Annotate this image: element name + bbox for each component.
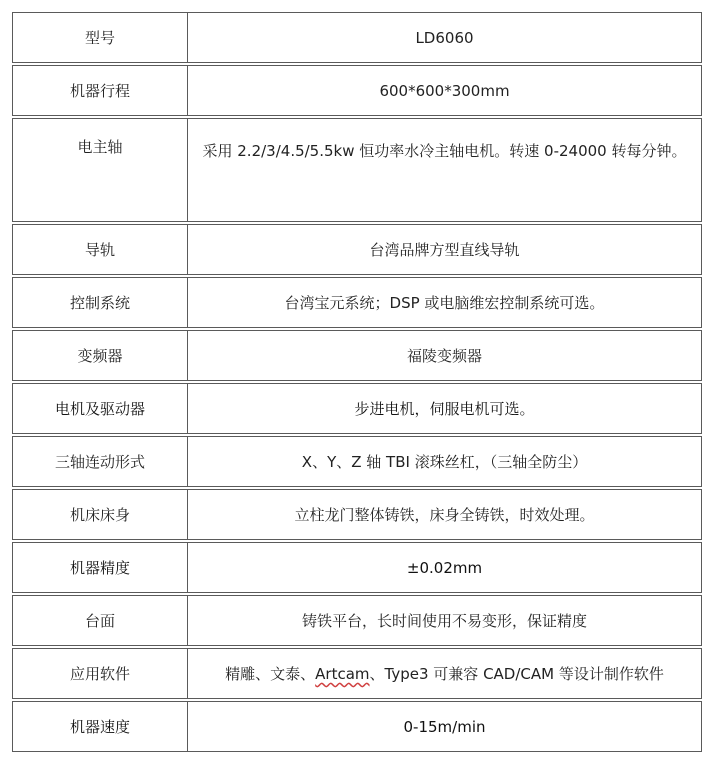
row-value: 步进电机，伺服电机可选。: [187, 383, 702, 434]
table-row: [12, 436, 702, 487]
table-row: [12, 65, 702, 116]
table-row: [12, 118, 702, 222]
table-row: [12, 330, 702, 381]
row-value: 铸铁平台，长时间使用不易变形，保证精度: [187, 595, 702, 646]
row-label: 台面: [12, 595, 187, 646]
table-row: [12, 701, 702, 752]
row-label: 电主轴: [12, 118, 187, 222]
row-label: 机器速度: [12, 701, 187, 752]
row-value: [187, 648, 702, 699]
row-value: 立柱龙门整体铸铁，床身全铸铁，时效处理。: [187, 489, 702, 540]
table-row: [12, 648, 702, 699]
table-row: [12, 277, 702, 328]
row-label: 型号: [12, 12, 187, 63]
table-row: [12, 12, 702, 63]
spec-table: [12, 10, 702, 754]
table-row: [12, 542, 702, 593]
row-value: 0-15m/min: [187, 701, 702, 752]
row-label: 机器精度: [12, 542, 187, 593]
row-label: 变频器: [12, 330, 187, 381]
row-value: 台湾宝元系统；DSP 或电脑维宏控制系统可选。: [187, 277, 702, 328]
value-text: 、Type3 可兼容 CAD/CAM 等设计制作软件: [369, 665, 664, 683]
value-text-spellcheck: Artcam: [315, 665, 370, 683]
row-label: 三轴连动形式: [12, 436, 187, 487]
row-label: 电机及驱动器: [12, 383, 187, 434]
row-value: ±0.02mm: [187, 542, 702, 593]
row-value: 福陵变频器: [187, 330, 702, 381]
row-value: X、Y、Z 轴 TBI 滚珠丝杠，（三轴全防尘）: [187, 436, 702, 487]
table-row: [12, 595, 702, 646]
row-label: 导轨: [12, 224, 187, 275]
table-row: [12, 489, 702, 540]
row-label: 机床床身: [12, 489, 187, 540]
row-value: LD6060: [187, 12, 702, 63]
row-value: 采用 2.2/3/4.5/5.5kw 恒功率水冷主轴电机。转速 0-24000 转每分钟。: [187, 118, 702, 222]
row-value: 600*600*300mm: [187, 65, 702, 116]
row-label: 应用软件: [12, 648, 187, 699]
table-row: [12, 224, 702, 275]
row-label: 机器行程: [12, 65, 187, 116]
table-row: [12, 383, 702, 434]
row-label: 控制系统: [12, 277, 187, 328]
value-text: 精雕、文泰、: [225, 665, 316, 683]
row-value: 台湾品牌方型直线导轨: [187, 224, 702, 275]
